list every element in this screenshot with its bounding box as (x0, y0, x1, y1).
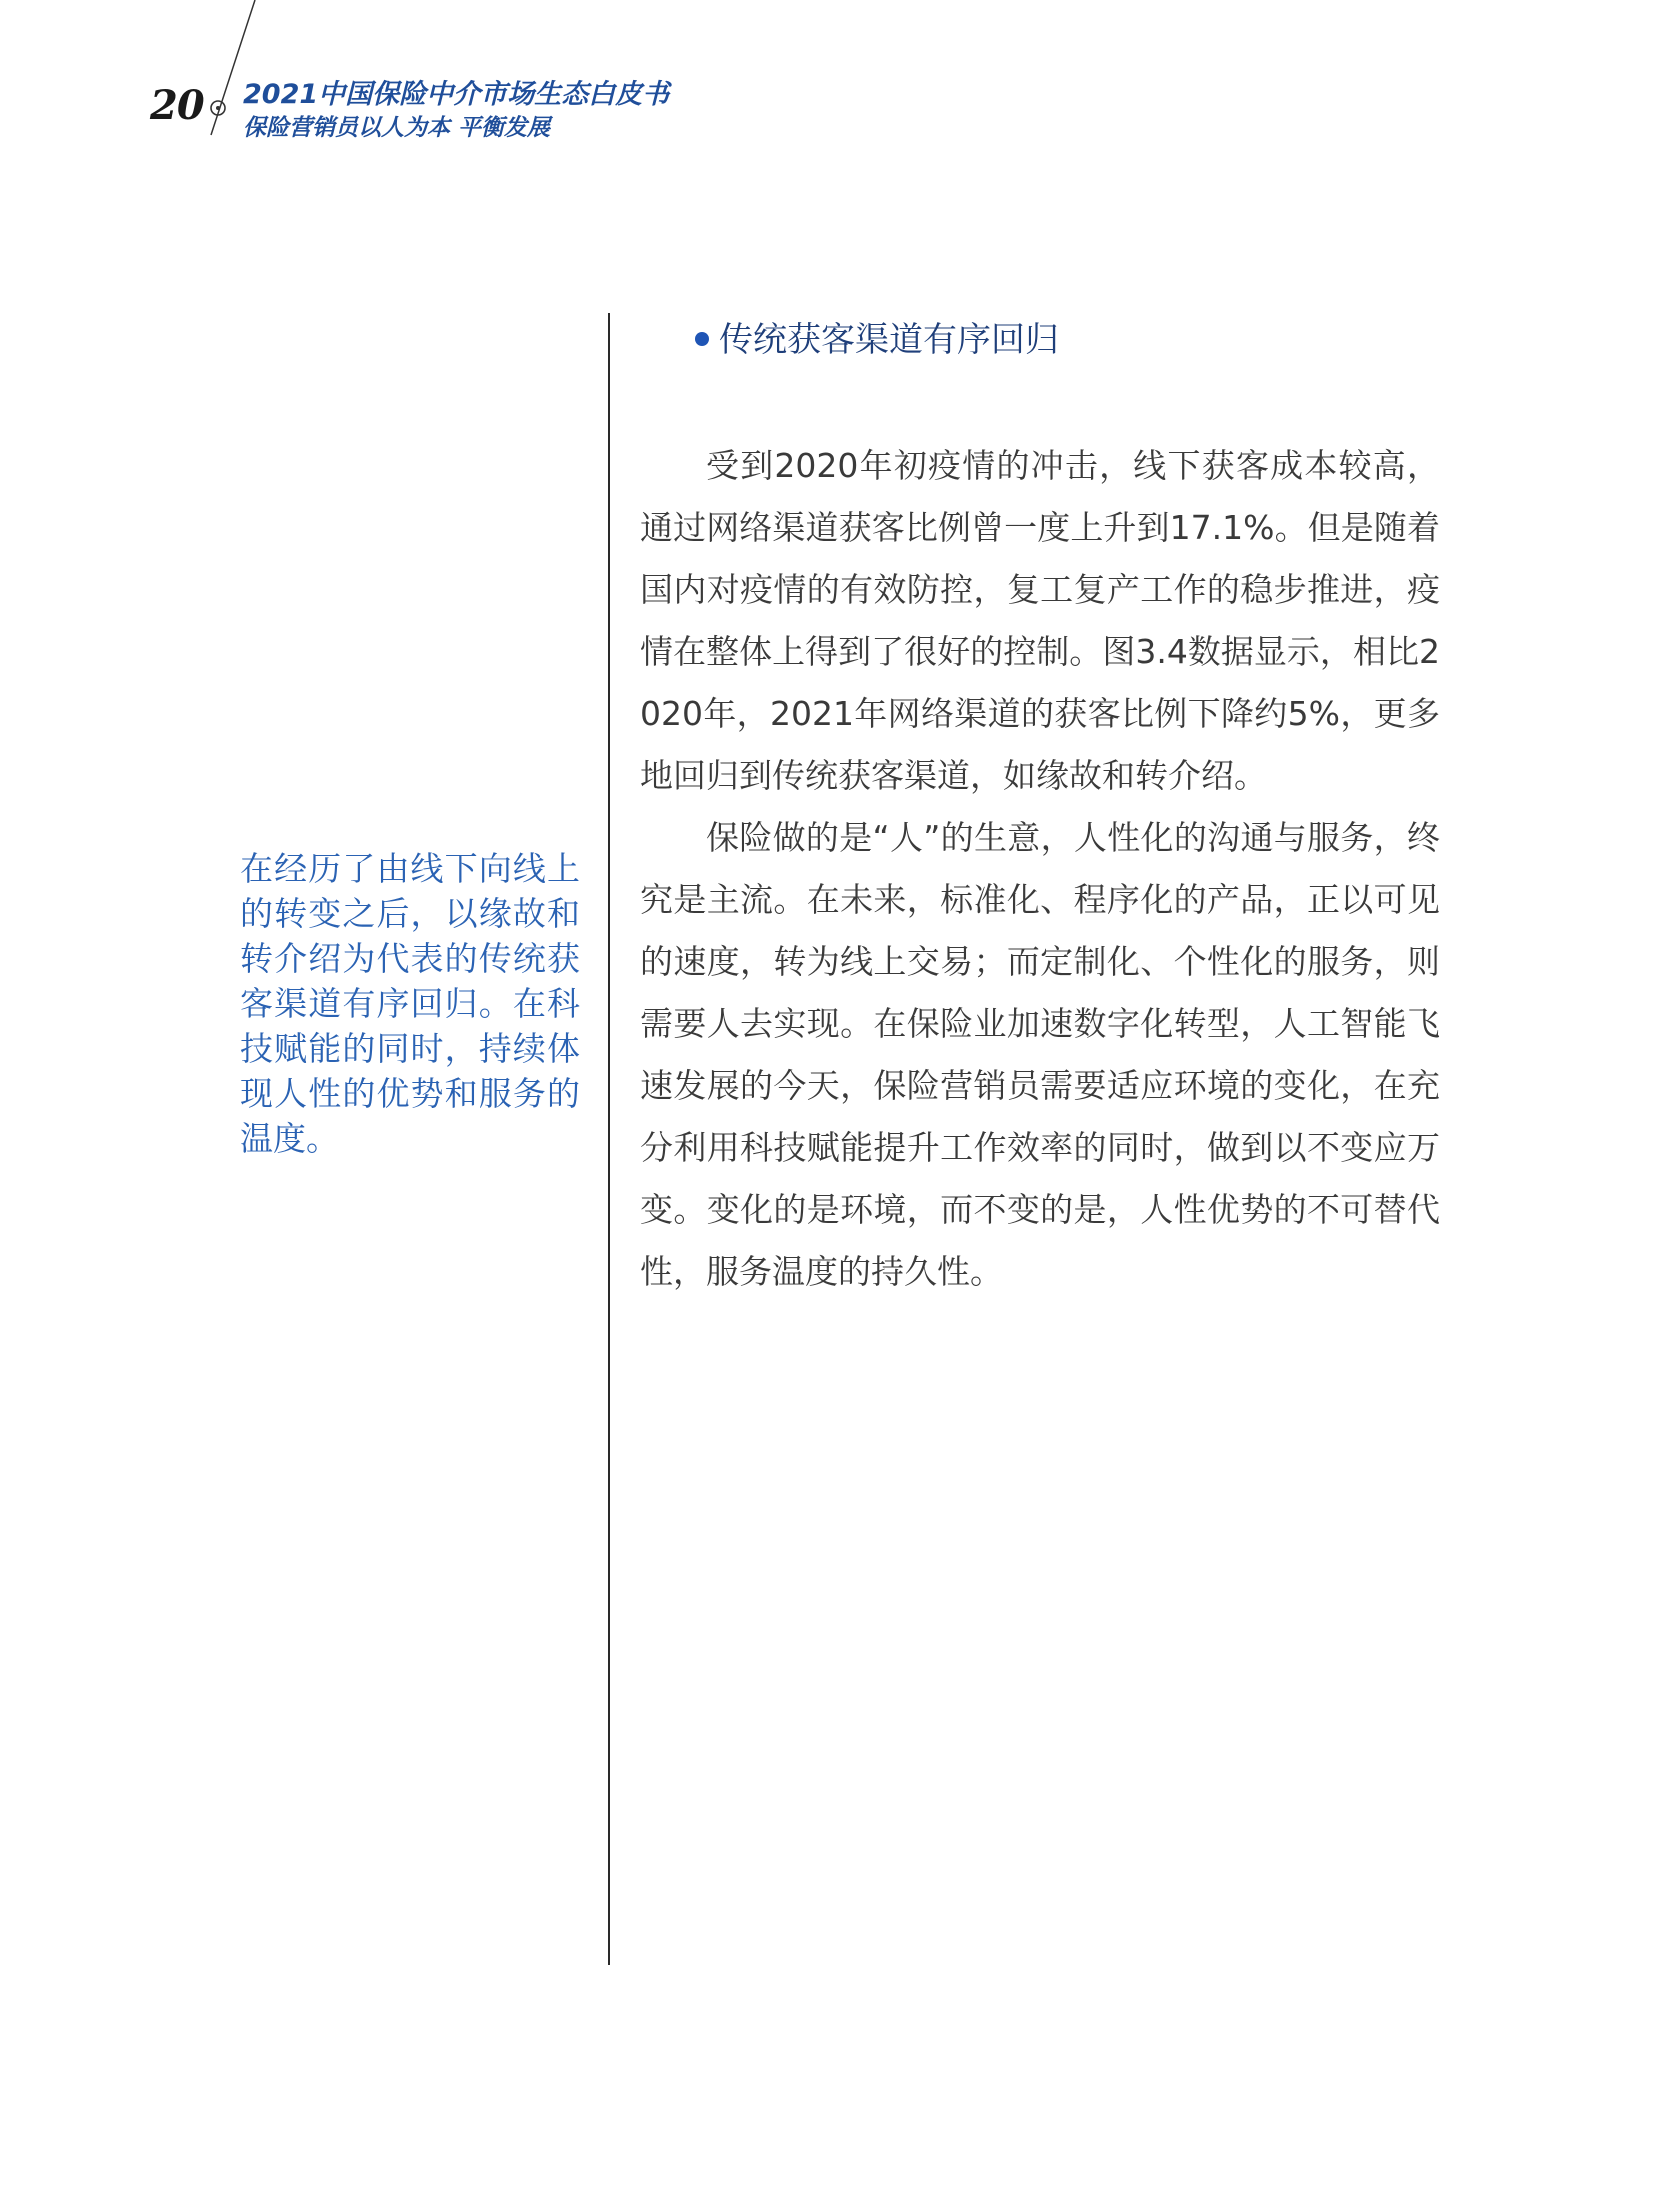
body-paragraph: 受到2020年初疫情的冲击，线下获客成本较高，通过网络渠道获客比例曾一度上升到17.1%。但是随着国内对疫情的有效防控，复工复产工作的稳步推进，疫情在整体上得到了很好的控制。图3.4数据显示，相比2020年，2021年网络渠道的获客比例下降约5%，更多地回归到传统获客渠道，如缘故和转介绍。 (640, 446, 1440, 795)
pull-quote: 在经历了由线下向线上的转变之后，以缘故和转介绍为代表的传统获客渠道有序回归。在科技赋能的同时，持续体现人性的优势和服务的温度。 (240, 849, 580, 1158)
bullet-dot-icon (695, 332, 709, 346)
main-body (640, 435, 1440, 1303)
header-subtitle: 保险营销员以人为本 平衡发展 (243, 115, 551, 141)
body-paragraph: 保险做的是“人”的生意，人性化的沟通与服务，终究是主流。在未来，标准化、程序化的产品，正以可见的速度，转为线上交易；而定制化、个性化的服务，则需要人去实现。在保险业加速数字化转型，人工智能飞速发展的今天，保险营销员需要适应环境的变化，在充分利用科技赋能提升工作效率的同时，做到以不变应万变。变化的是环境，而不变的是，人性优势的不可替代性，服务温度的持久性。 (640, 818, 1440, 1291)
column-divider (608, 313, 610, 1965)
running-header (243, 78, 669, 144)
section-heading-text: 传统获客渠道有序回归 (719, 320, 1059, 360)
section-heading (695, 318, 1059, 362)
header-title: 2021中国保险中介市场生态白皮书 (243, 79, 670, 110)
page-number: 20 (150, 82, 204, 129)
